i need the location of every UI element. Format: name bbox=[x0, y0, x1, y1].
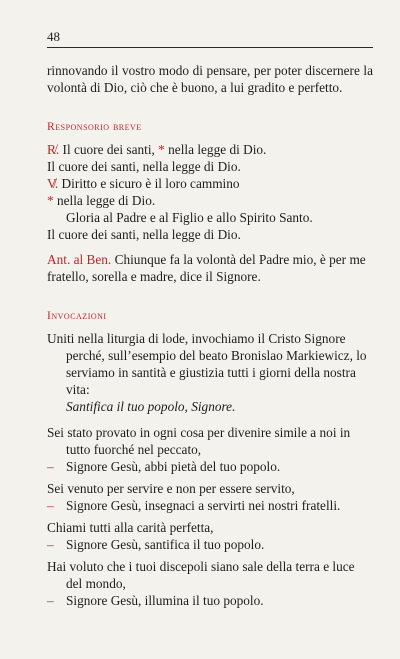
intercessions-heading: Invocazioni bbox=[47, 309, 107, 322]
response-text: Signore Gesù, abbi pietà del tuo popolo. bbox=[66, 459, 281, 474]
responsory-text-1b: nella legge di Dio. bbox=[168, 142, 267, 157]
response-text: Signore Gesù, santifica il tuo popolo. bbox=[66, 537, 265, 552]
intercession-petition-1: Sei stato provato in ogni cosa per divenire simile a noi in tutto fuorché nel peccato, bbox=[47, 425, 351, 457]
intercessions-refrain: Santifica il tuo popolo, Signore. bbox=[66, 399, 236, 414]
antiphon-text: Chiunque fa la volontà del Padre mio, è per me fratello, sorella e madre, dice il Signore. bbox=[47, 252, 366, 284]
intercession-response-1 bbox=[47, 458, 373, 475]
responsory-line-2: Il cuore dei santi, nella legge di Dio. bbox=[47, 159, 241, 174]
intro-paragraph: rinnovando il vostro modo di pensare, per poter discernere la volontà di Dio, ciò che è buono, a lui gradito e perfetto. bbox=[47, 63, 373, 95]
responsory-line-6: Il cuore dei santi, nella legge di Dio. bbox=[47, 227, 241, 242]
antiphon bbox=[47, 251, 373, 285]
asterisk-mark: * bbox=[158, 142, 165, 157]
breviary-page bbox=[47, 30, 373, 609]
responsory-text-3: Diritto e sicuro è il loro cammino bbox=[61, 176, 240, 191]
intercession-response-4 bbox=[47, 592, 373, 609]
intercession-response-3 bbox=[47, 536, 373, 553]
antiphon-label: Ant. al Ben. bbox=[47, 252, 112, 267]
responsory-line-3 bbox=[47, 175, 373, 192]
intercession-response-2 bbox=[47, 497, 373, 514]
response-dash: – bbox=[47, 459, 54, 474]
header-rule bbox=[47, 47, 373, 48]
asterisk-mark: * bbox=[47, 193, 54, 208]
responsory-heading: Responsorio breve bbox=[47, 120, 142, 133]
page-number: 48 bbox=[47, 29, 60, 44]
intercession-petition-4: Hai voluto che i tuoi discepoli siano sale della terra e luce del mondo, bbox=[47, 559, 355, 591]
responsory-text-4: nella legge di Dio. bbox=[56, 193, 156, 208]
responsory-line-4 bbox=[47, 192, 373, 209]
responsory-gloria: Gloria al Padre e al Figlio e allo Spirito Santo. bbox=[66, 210, 313, 225]
response-dash: – bbox=[47, 498, 54, 513]
intercessions-intro-text: Uniti nella liturgia di lode, invochiamo il Cristo Signore perché, sull’esempio del beato Bronislao Markiewicz, lo serviamo in santità e giustizia tutti i giorni della nostra vita: bbox=[47, 331, 367, 397]
response-dash: – bbox=[47, 593, 54, 608]
responsory-line-1 bbox=[47, 141, 373, 158]
intercession-petition-3: Chiami tutti alla carità perfetta, bbox=[47, 520, 214, 535]
responsory-text-1a: Il cuore dei santi, bbox=[62, 142, 155, 157]
response-text: Signore Gesù, illumina il tuo popolo. bbox=[66, 593, 264, 608]
response-text: Signore Gesù, insegnaci a servirti nei nostri fratelli. bbox=[66, 498, 341, 513]
response-symbol: R̸. bbox=[47, 142, 60, 157]
versicle-symbol: V̸. bbox=[47, 176, 59, 191]
response-dash: – bbox=[47, 537, 54, 552]
intercessions-intro bbox=[47, 330, 373, 398]
intercession-petition-2: Sei venuto per servire e non per essere servito, bbox=[47, 481, 295, 496]
